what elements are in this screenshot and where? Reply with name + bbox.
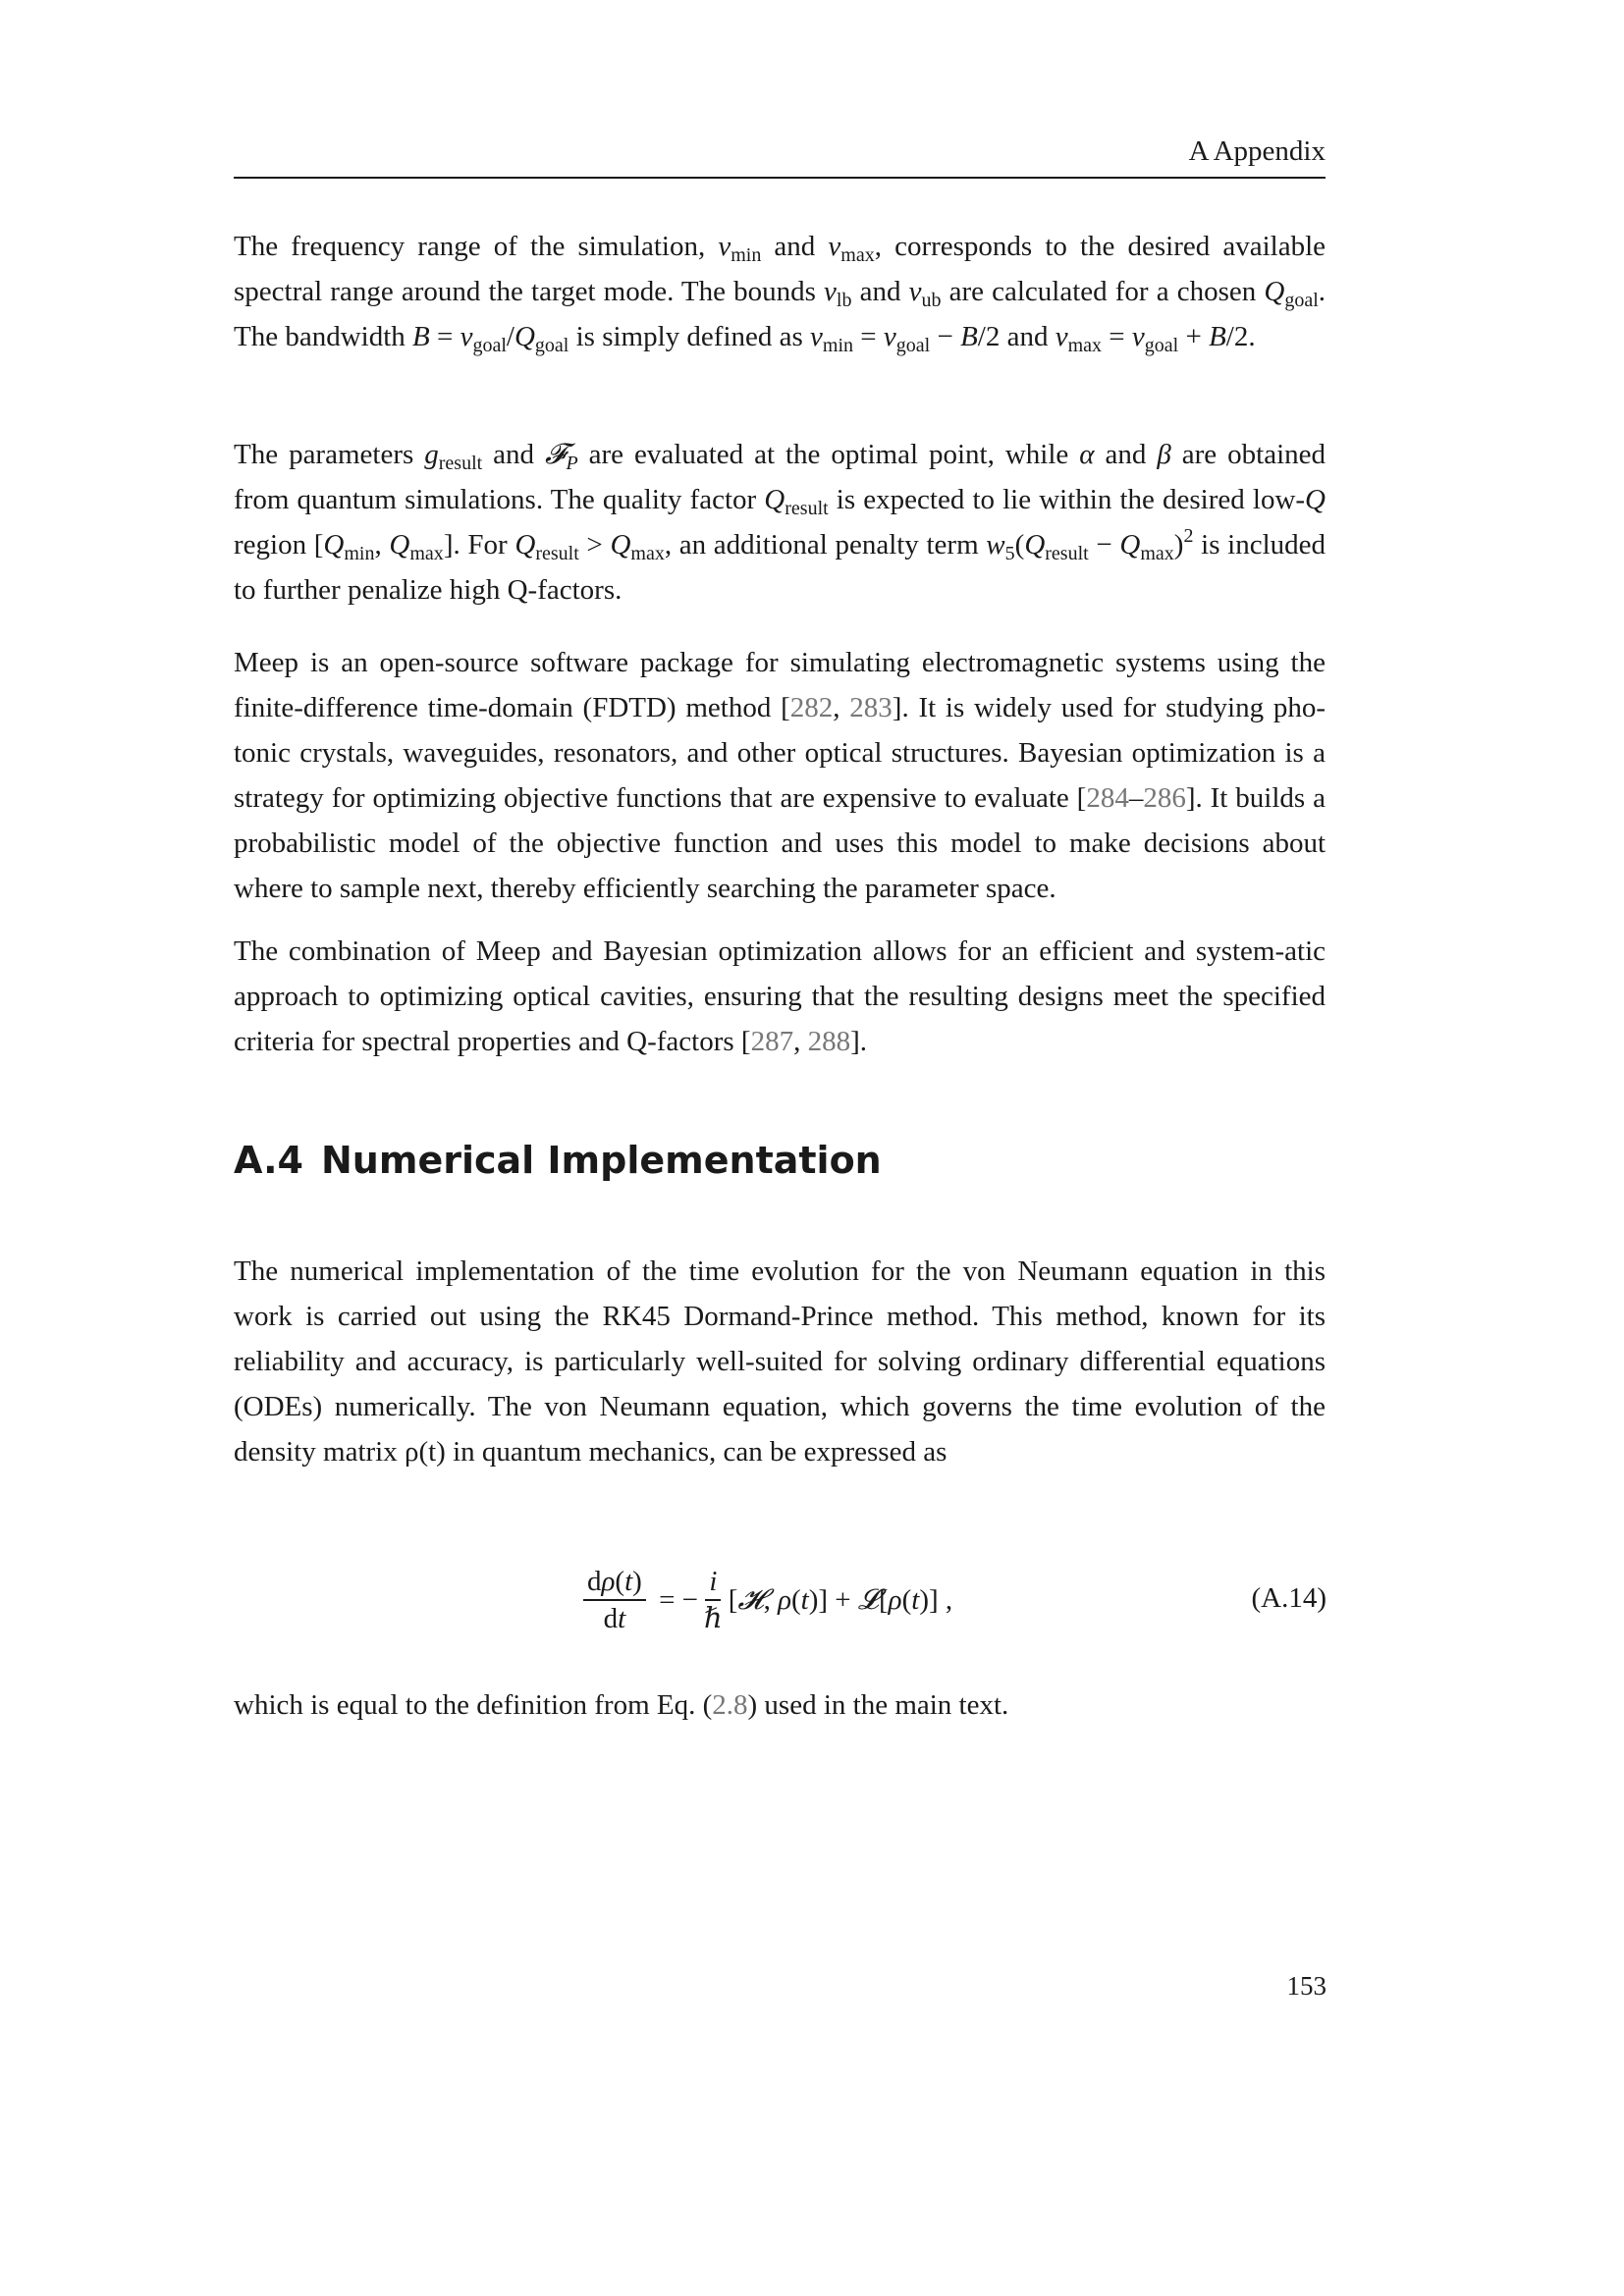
paragraph-combination-text: The combination of Meep and Bayesian optimization allows for an efficient and system-atic approach to optimizing optical cavities, ensuring that the resulting designs meet the specified criteria for spectral properties and Q-factors [ <box>234 935 1326 1057</box>
page-number: 153 <box>1286 1971 1326 2001</box>
citation-link[interactable]: 287 <box>750 1026 794 1057</box>
paragraph-meep: Meep is an open-source software package for simulating electromagnetic systems using the finite-difference time-domain (FDTD) method [282, 283]. It is widely used for studying pho-tonic crystals, waveguides, resonators, and other optical structures. Bayesian optimization is a strategy for optimizing objective functions that are expensive to evaluate [284–286]. It builds a probabilistic model of the objective function and uses this model to make decisions about where to sample next, thereby efficiently searching the parameter space. <box>234 647 1326 904</box>
citation-link[interactable]: 283 <box>849 692 893 723</box>
paragraph-closing-text-end: ) used in the main text. <box>747 1689 1009 1721</box>
paragraph-closing-text: which is equal to the definition from Eq. ( <box>234 1689 713 1721</box>
paragraph-closing <box>234 1682 1326 1728</box>
section-number: A.4 <box>234 1139 303 1182</box>
equation-von-neumann: $\frac{d\rho(t)}{dt}$ = − $\frac{i}{\text{ℏ}}$ [𝓗, ρ(t)] + 𝓛[ρ(t)] , <box>577 1561 952 1639</box>
equation-number: (A.14) <box>1251 1582 1326 1614</box>
paragraph-combination: The combination of Meep and Bayesian optimization allows for an efficient and system-atic approach to optimizing optical cavities, ensuring that the resulting designs meet the specified criteria for spectral properties and Q-factors [287, 288]. <box>234 935 1326 1057</box>
section-heading <box>234 1139 882 1182</box>
paragraph-numerical-implementation: The numerical implementation of the time evolution for the von Neumann equation in this work is carried out using the RK45 Dormand-Prince method. This method, known for its reliability and accuracy, is particularly well-suited for solving ordinary differential equations (ODEs) numerically. The von Neumann equation, which governs the time evolution of the density matrix ρ(t) in quantum mechanics, can be expressed as <box>234 1255 1326 1468</box>
section-title: Numerical Implementation <box>321 1139 882 1182</box>
lhs-fraction: $\frac{d\rho(t)}{dt}$ <box>583 1564 646 1636</box>
running-title: A Appendix <box>1188 135 1326 167</box>
paragraph-parameters: The parameters $g_{result}$ and 𝓕$_P$ are evaluated at the optimal point, while α and β are obtained from quantum simulations. The quality factor $Q_{result}$ is expected to lie within the desired low-Q region [$Q_{min}$, $Q_{max}$]. For $Q_{result} > Q_{max}$, an additional penalty term $w_5(Q_{result} - Q_{max})^2$ is included to further penalize high Q-factors. <box>234 439 1326 606</box>
citation-link[interactable]: 286 <box>1143 782 1186 814</box>
citation-link[interactable]: 288 <box>807 1026 851 1057</box>
i-over-hbar-fraction: $\frac{i}{\text{ℏ}}$ <box>704 1566 723 1634</box>
paragraph-frequency-range: The frequency range of the simulation, $\nu_{min}$ and $\nu_{max}$, corresponds to the desired available spectral range around the target mode. The bounds $\nu_{lb}$ and $\nu_{ub}$ are calculated for a chosen $Q_{goal}$. The bandwidth $B = \nu_{goal}/Q_{goal}$ is simply defined as $\nu_{min} = \nu_{goal} - B/2$ and $\nu_{max} = \nu_{goal} + B/2$. <box>234 231 1326 356</box>
citation-link[interactable]: 282 <box>789 692 834 723</box>
equation-reference-link[interactable]: 2.8 <box>712 1689 748 1721</box>
citation-link[interactable]: 284 <box>1086 782 1129 814</box>
running-header <box>234 132 1326 179</box>
